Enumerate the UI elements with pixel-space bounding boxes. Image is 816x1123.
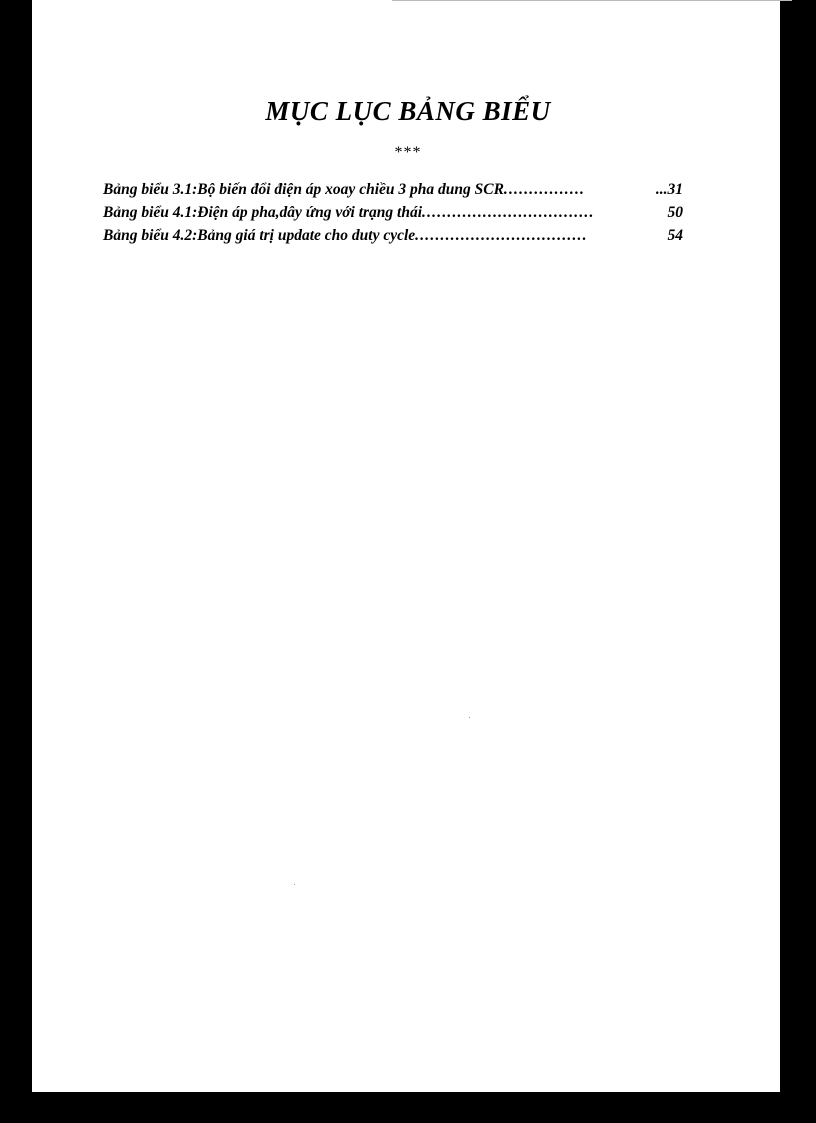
toc-leader-dots: .................................. — [415, 227, 588, 244]
toc-entry-label: Bảng biểu 4.1:Điện áp pha,dây ứng với trạng thái — [103, 204, 423, 221]
toc-entry-label: Bảng biểu 3.1:Bộ biến đổi điện áp xoay chiều 3 pha dung SCR — [103, 181, 504, 198]
toc-entry[interactable] — [103, 201, 683, 224]
scan-speck — [469, 717, 470, 718]
toc-page-number: 50 — [667, 204, 683, 221]
table-of-tables — [103, 178, 683, 247]
toc-entry[interactable] — [103, 178, 683, 201]
paper-sheet — [32, 0, 780, 1092]
scan-speck — [294, 884, 295, 885]
toc-leader-dots: .................................. — [422, 204, 595, 221]
page-title: MỤC LỤC BẢNG BIỂU — [265, 96, 551, 126]
scan-edge-line — [392, 0, 792, 1]
toc-page-number: ...31 — [655, 181, 683, 198]
title-separator: *** — [394, 144, 422, 161]
toc-entry[interactable] — [103, 224, 683, 247]
toc-leader-dots: ................ — [503, 181, 586, 198]
toc-entry-label: Bảng biểu 4.2:Bảng giá trị update cho duty cycle — [103, 227, 416, 244]
toc-page-number: 54 — [667, 227, 683, 244]
